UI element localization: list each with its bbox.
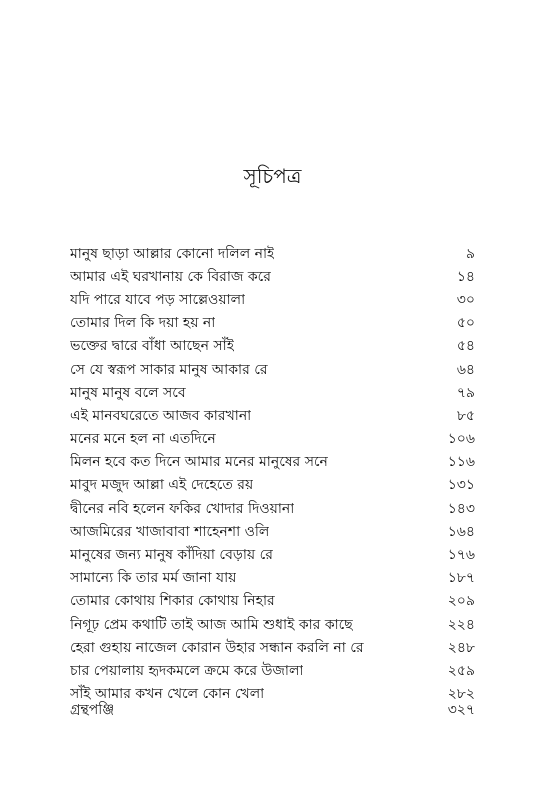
toc-entry-title: সে যে স্বরূপ সাকার মানুষ আকার রে: [70, 361, 268, 378]
toc-entry-title: মাবুদ মজুদ আল্লা এই দেহেতে রয়: [70, 477, 254, 494]
toc-entry-title: আমার এই ঘরখানায় কে বিরাজ করে: [70, 268, 271, 285]
page-title: সূচিপত্র: [243, 164, 302, 188]
toc-entry-page: ৩০: [456, 291, 475, 308]
toc-entry-title: মানুষ মানুষ বলে সবে: [70, 384, 186, 401]
toc-entry: [70, 474, 475, 497]
toc-entry: [70, 242, 475, 265]
toc-entry-title: আজমিরের খাজাবাবা শাহেনশা ওলি: [70, 523, 270, 540]
toc-entry: [70, 312, 475, 335]
toc-entry-title: তোমার কোথায় শিকার কোথায় নিহার: [70, 593, 275, 610]
toc-entry: [70, 659, 475, 682]
bibliography-entry: [70, 698, 475, 722]
toc-entry-page: ৫০: [456, 315, 475, 332]
toc-entry-title: মানুষের জন্য মানুষ কাঁদিয়া বেড়ায় রে: [70, 547, 274, 564]
toc-entry-title: এই মানবঘরেতে আজব কারখানা: [70, 407, 252, 424]
toc-entry-title: দ্বীনের নবি হলেন ফকির খোদার দিওয়ানা: [70, 500, 295, 517]
toc-entry-page: ৭৯: [456, 384, 475, 401]
toc-entry-title: মিলন হবে কত দিনে আমার মনের মানুষের সনে: [70, 454, 328, 471]
toc-entry-title: সামান্যে কি তার মর্ম জানা যায়: [70, 570, 237, 587]
toc-entry-page: ১৮৭: [447, 570, 475, 587]
bibliography-page: ৩২৭: [447, 702, 475, 718]
toc-entry-page: ১৪৩: [447, 500, 475, 517]
toc-entry-page: ১১৬: [447, 454, 475, 471]
toc-entry-title: সাঁই আমার কখন খেলে কোন খেলা: [70, 686, 265, 703]
toc-entry-page: ২৮২: [447, 686, 475, 703]
toc-entry: [70, 636, 475, 659]
toc-list: [70, 242, 475, 706]
toc-entry-page: ২৪৮: [447, 639, 475, 656]
bibliography-title: গ্রন্থপঞ্জি: [70, 702, 115, 718]
toc-entry: [70, 404, 475, 427]
toc-entry-title: চার পেয়ালায় হৃদকমলে ক্রমে করে উজালা: [70, 662, 304, 679]
toc-entry: [70, 613, 475, 636]
toc-entry: [70, 381, 475, 404]
toc-entry-page: ২০৯: [447, 593, 475, 610]
toc-entry-title: হেরা গুহায় নাজেল কোরান উহার সন্ধান করলি না রে: [70, 639, 364, 656]
toc-entry-title: যদি পারে যাবে পড় সাল্লেওয়ালা: [70, 291, 246, 308]
toc-entry: [70, 590, 475, 613]
toc-entry: [70, 567, 475, 590]
toc-entry-page: ১৭৬: [447, 547, 475, 564]
toc-entry: [70, 358, 475, 381]
toc-entry-page: ৫৪: [456, 338, 475, 355]
toc-entry-page: ৮৫: [456, 407, 475, 424]
toc-entry: [70, 520, 475, 543]
toc-entry-page: ১৩১: [447, 477, 475, 494]
toc-entry-page: ৬৪: [456, 361, 475, 378]
toc-entry: [70, 428, 475, 451]
toc-entry-title: ভক্তের দ্বারে বাঁধা আছেন সাঁই: [70, 338, 235, 355]
toc-entry: [70, 335, 475, 358]
toc-entry-title: মনের মনে হল না এতদিনে: [70, 431, 216, 448]
toc-entry: [70, 265, 475, 288]
toc-entry-page: ২৫৯: [447, 662, 475, 679]
toc-entry: [70, 497, 475, 520]
toc-entry-page: ১৪: [456, 268, 475, 285]
toc-entry: [70, 543, 475, 566]
toc-entry-title: তোমার দিল কি দয়া হয় না: [70, 315, 216, 332]
toc-entry: [70, 288, 475, 311]
toc-entry: [70, 451, 475, 474]
toc-entry-page: ১০৬: [447, 431, 475, 448]
toc-entry-title: মানুষ ছাড়া আল্লার কোনো দলিল নাই: [70, 245, 275, 262]
toc-entry-page: ১৬৪: [447, 523, 475, 540]
toc-entry-title: নিগূঢ় প্রেম কথাটি তাই আজ আমি শুধাই কার কাছে: [70, 616, 353, 633]
toc-entry-page: ৯: [465, 245, 475, 262]
toc-entry-page: ২২৪: [447, 616, 475, 633]
